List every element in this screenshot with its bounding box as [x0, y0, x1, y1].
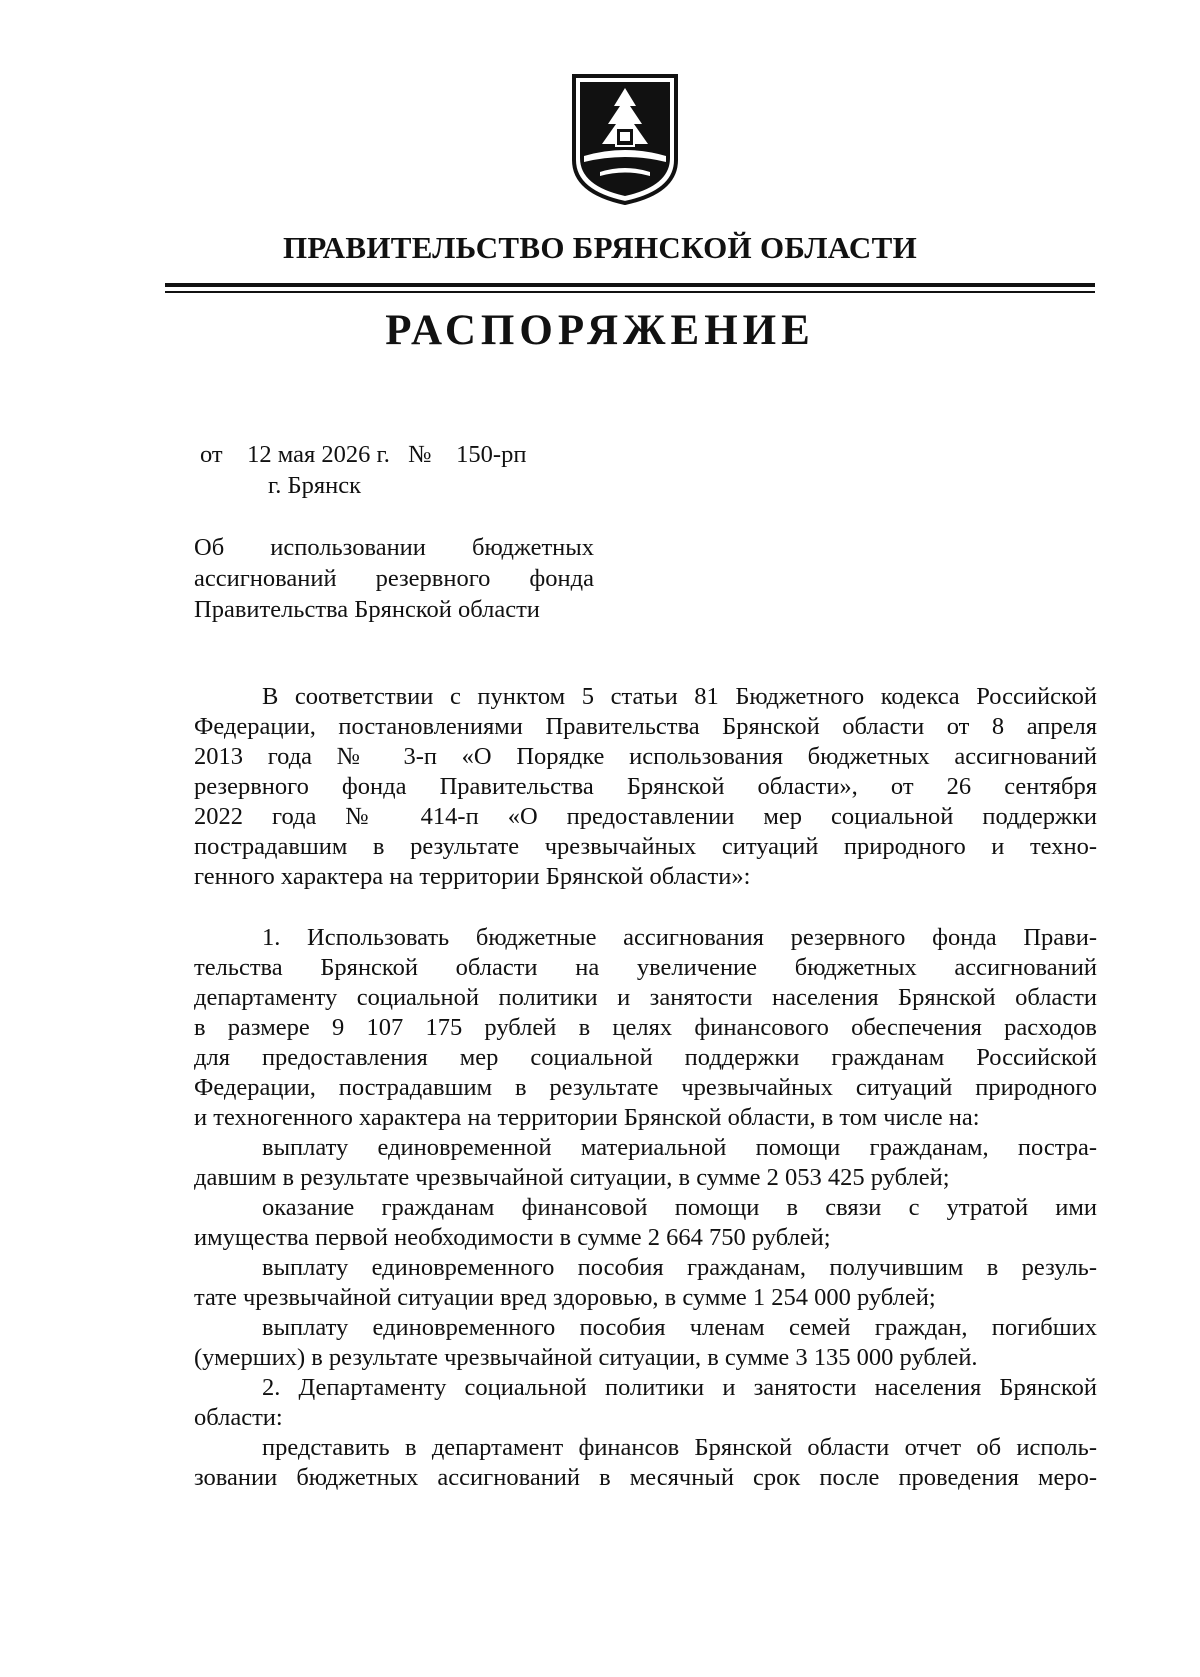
item1-line: Федерации, пострадавшим в результате чрезвычайных ситуаций природного: [194, 1074, 1097, 1101]
preamble-line: Федерации, постановлениями Правительства Брянской области от 8 апреля: [194, 713, 1097, 740]
subitem-line: выплату единовременного пособия членам семей граждан, погибших: [262, 1314, 1097, 1341]
subitem-line: (умерших) в результате чрезвычайной ситуации, в сумме 3 135 000 рублей.: [194, 1344, 978, 1371]
item1-line: в размере 9 107 175 рублей в целях финансового обеспечения расходов: [194, 1014, 1097, 1041]
preamble-line: резервного фонда Правительства Брянской области», от 26 сентября: [194, 773, 1097, 800]
item2-sub-line: представить в департамент финансов Брянской области отчет об исполь-: [262, 1434, 1097, 1461]
subitem-line: давшим в результате чрезвычайной ситуации, в сумме 2 053 425 рублей;: [194, 1164, 950, 1191]
subitem-line: тате чрезвычайной ситуации вред здоровью, в сумме 1 254 000 рублей;: [194, 1284, 936, 1311]
subitem-line: выплату единовременного пособия гражданам, получившим в резуль-: [262, 1254, 1097, 1281]
subject-line: Правительства Брянской области: [194, 596, 540, 623]
coat-of-arms-icon: [570, 72, 680, 207]
subitem-line: имущества первой необходимости в сумме 2 664 750 рублей;: [194, 1224, 831, 1251]
date-prefix: от: [200, 441, 223, 468]
header-rule-thick: [165, 283, 1095, 287]
preamble-line: В соответствии с пунктом 5 статьи 81 Бюджетного кодекса Российской: [262, 683, 1097, 710]
date-number-line: [200, 441, 526, 469]
header-rule-thin: [165, 291, 1095, 293]
city: г. Брянск: [268, 472, 362, 499]
subitem-line: оказание гражданам финансовой помощи в связи с утратой ими: [262, 1194, 1097, 1221]
item1-line: для предоставления мер социальной поддержки гражданам Российской: [194, 1044, 1097, 1071]
document-date: 12 мая 2026 г.: [247, 441, 390, 468]
organization-title: ПРАВИТЕЛЬСТВО БРЯНСКОЙ ОБЛАСТИ: [282, 230, 918, 265]
item1-line: департаменту социальной политики и занятости населения Брянской области: [194, 984, 1097, 1011]
item1-line: тельства Брянской области на увеличение бюджетных ассигнований: [194, 954, 1097, 981]
preamble-line: 2013 года № 3-п «О Порядке использования бюджетных ассигнований: [194, 743, 1097, 770]
document-type-title: РАСПОРЯЖЕНИЕ: [385, 307, 815, 354]
subject-line: ассигнований резервного фонда: [194, 565, 594, 592]
preamble-line: пострадавшим в результате чрезвычайных ситуаций природного и техно-: [194, 833, 1097, 860]
item2-sub-line: зовании бюджетных ассигнований в месячный срок после проведения меро-: [194, 1464, 1097, 1491]
subject-line: Об использовании бюджетных: [194, 534, 594, 561]
document-subject: [194, 532, 594, 625]
item2-line: 2. Департаменту социальной политики и занятости населения Брянской: [262, 1374, 1097, 1401]
subitem-line: выплату единовременной материальной помощи гражданам, постра-: [262, 1134, 1097, 1161]
item1-line: 1. Использовать бюджетные ассигнования резервного фонда Прави-: [262, 924, 1097, 951]
document-body: [194, 682, 1097, 1493]
preamble-line: 2022 года № 414-п «О предоставлении мер социальной поддержки: [194, 803, 1097, 830]
number-sign: №: [408, 441, 432, 468]
item2-line: области:: [194, 1404, 283, 1431]
document-number: 150-рп: [456, 441, 527, 468]
preamble-line: генного характера на территории Брянской области»:: [194, 863, 751, 890]
item1-line: и техногенного характера на территории Брянской области, в том числе на:: [194, 1104, 980, 1131]
